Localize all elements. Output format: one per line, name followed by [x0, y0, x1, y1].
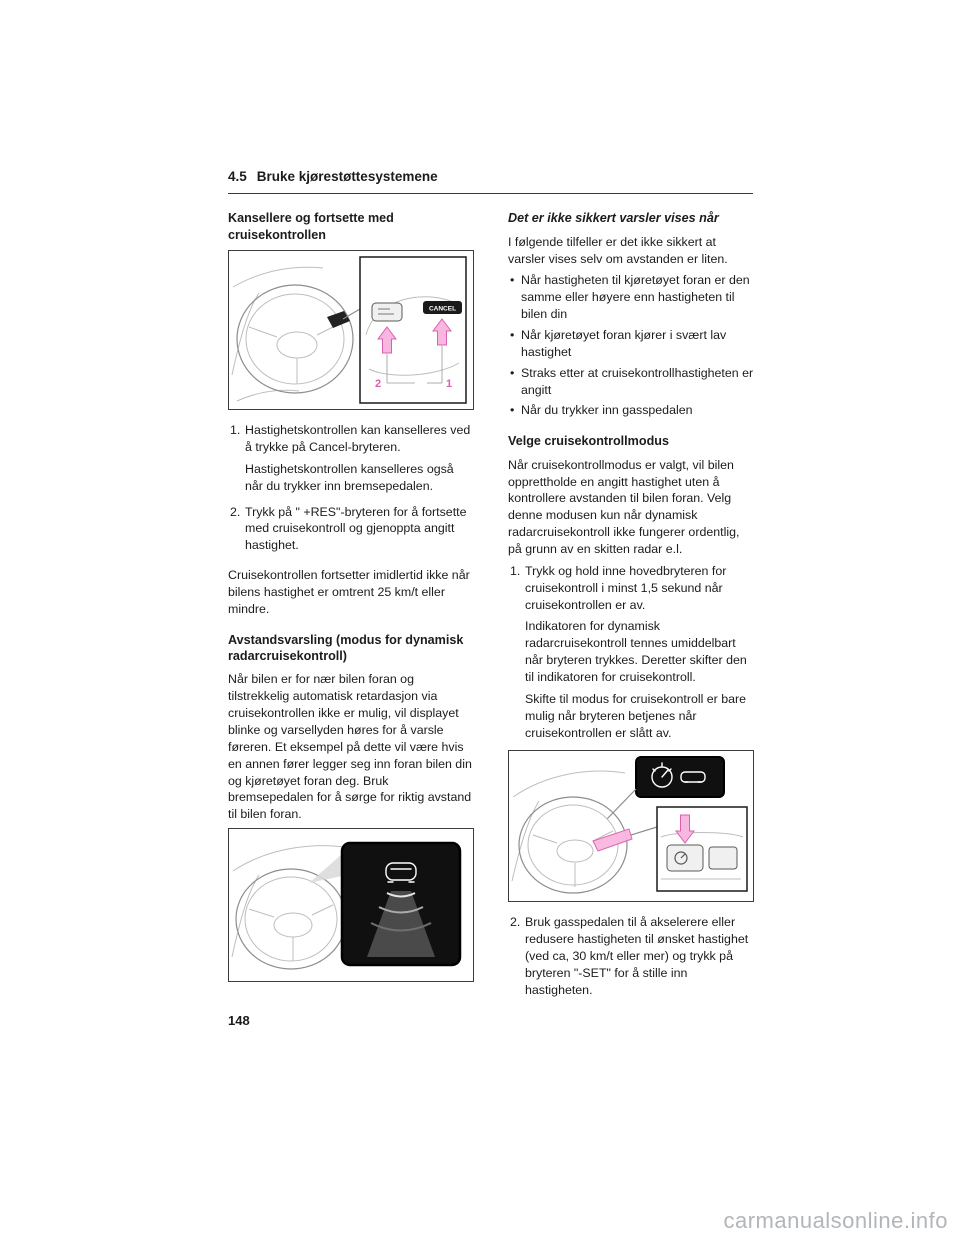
- list-number: 1.: [230, 423, 241, 438]
- note-paragraph: Cruisekontrollen fortsetter imidlertid ikke når bilens hastighet er omtrent 25 km/t eller mindre.: [228, 568, 470, 616]
- list-item: [228, 422, 474, 499]
- paragraph: Når bilen er for nær bilen foran og tilstrekkelig automatisk retardasjon via cruisekontrollen ikke er mulig, vil displayet blinke og varsellyden høres for å varsle føreren. Et eksempel på dette vil være hvis en annen fører legger seg inn foran bilen din og kjøretøyet foran deg. Bruk bremsepedalen for å sørge for riktig avstand til bilen foran.: [228, 672, 472, 822]
- paragraph: Når cruisekontrollmodus er valgt, vil bilen opprettholde en angitt hastighet uten å kontrollere avstanden til bilen foran. Velg denne modusen kun når dynamisk radarcruisekontroll ikke fungerer ordentlig, på grunn av en skitten radar e.l.: [508, 457, 740, 556]
- steering-wheel-icon: [236, 869, 346, 969]
- adjacent-button: [709, 847, 737, 869]
- cruise-main-button: [667, 845, 703, 871]
- paragraph: Skifte til modus for cruisekontroll er bare mulig når bryteren betjenes når cruisekontrollen er slått av.: [525, 691, 747, 740]
- list-item: [228, 504, 474, 560]
- paragraph: Trykk på " +RES"-bryteren for å fortsette med cruisekontroll og gjenoppta angitt hastighet.: [245, 504, 467, 553]
- dashboard-lines: [512, 771, 625, 881]
- paragraph: Trykk og hold inne hovedbryteren for cruisekontroll i minst 1,5 sekund når cruisekontrollen er av.: [525, 563, 727, 612]
- list-number: 2.: [230, 504, 241, 519]
- section-header: [228, 168, 753, 194]
- list-number: 2.: [510, 915, 521, 930]
- bullet-item: • Når kjøretøyet foran kjører i svært lav hastighet: [508, 327, 754, 361]
- list-item: [508, 914, 754, 1003]
- section-number: 4.5: [228, 169, 247, 184]
- leader-line: [607, 789, 636, 819]
- cancel-resume-illustration: [229, 251, 473, 409]
- page-number: 148: [228, 1013, 250, 1028]
- bullet-item: • Når du trykker inn gasspedalen: [508, 402, 754, 419]
- right-column: [508, 210, 754, 1007]
- list-number: 1.: [510, 563, 521, 578]
- res-button: [372, 303, 402, 321]
- figure-distance-warning: [228, 828, 474, 982]
- bullet-list: [508, 272, 754, 419]
- paragraph: Hastighetskontrollen kan kanselleres ved å trykke på Cancel-bryteren.: [245, 423, 471, 454]
- bullet-item: • Når hastigheten til kjøretøyet foran er den samme eller høyere enn hastigheten til bilen din: [508, 272, 754, 323]
- heading-warning-not-shown: Det er ikke sikkert varsler vises når: [508, 211, 719, 226]
- heading-select-cruise-mode: Velge cruisekontrollmodus: [508, 434, 669, 449]
- display-inset: [342, 843, 460, 965]
- paragraph: I følgende tilfeller er det ikke sikkert at varsler vises selv om avstanden er liten.: [508, 234, 728, 266]
- callout-2: 2: [375, 378, 382, 391]
- heading-distance-warning: Avstandsvarsling (modus for dynamisk radarcruisekontroll): [228, 632, 464, 664]
- callout-1: 1: [446, 378, 453, 391]
- cancel-button-label: CANCEL: [428, 305, 457, 313]
- indicator-inset: [636, 757, 724, 797]
- list-item: [508, 563, 754, 747]
- figure-cancel-resume: [228, 250, 474, 410]
- figure-cruise-mode-switch: [508, 750, 754, 902]
- page-content: [228, 168, 753, 1008]
- paragraph: Indikatoren for dynamisk radarcruisekontroll tennes umiddelbart når bryteren trykkes. Deretter skifter den til indikatoren for cruisekontroll.: [525, 619, 747, 684]
- distance-warning-illustration: [229, 829, 473, 981]
- paragraph: Bruk gasspedalen til å akselerere eller redusere hastigheten til ønsket hastighet (ved ca, 30 km/t eller mer) og trykk på bryteren "-SET" for å stille inn hastigheten.: [525, 915, 749, 997]
- switch-inset: [657, 807, 747, 891]
- section-title: Bruke kjørestøttesystemene: [256, 169, 438, 184]
- bullet-item: • Straks etter at cruisekontrollhastigheten er angitt: [508, 365, 754, 399]
- heading-cancel-resume: Kansellere og fortsette med cruisekontrollen: [228, 211, 394, 242]
- leader-line: [631, 827, 657, 835]
- left-column: [228, 210, 474, 994]
- highlighted-stalk-shape: [593, 829, 632, 851]
- steering-wheel-icon: [237, 285, 353, 393]
- watermark: carmanualsonline.info: [723, 1208, 948, 1234]
- paragraph: Hastighetskontrollen kanselleres også når du trykker inn bremsepedalen.: [245, 461, 454, 493]
- cruise-mode-illustration: [509, 751, 753, 901]
